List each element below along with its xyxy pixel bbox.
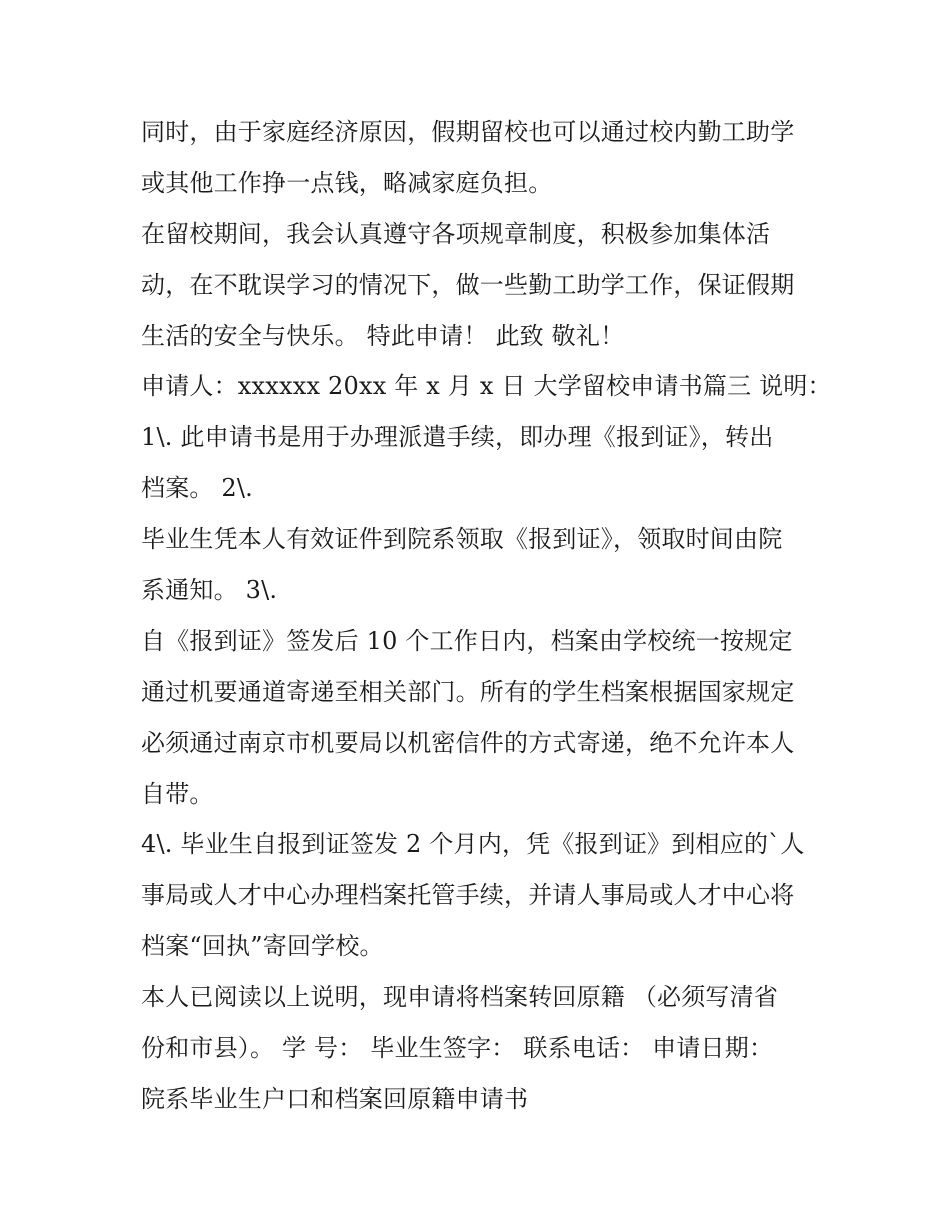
text-line: 档案。 2\. (141, 474, 254, 503)
text-line: 毕业生凭本人有效证件到院系领取《报到证》，领取时间由院 (141, 525, 783, 554)
text-line: 申请人：xxxxxx 20xx 年 x 月 x 日 大学留校申请书篇三 说明： (141, 372, 832, 401)
text-line: 在留校期间，我会认真遵守各项规章制度，积极参加集体活 (141, 219, 771, 248)
text-line: 自《报到证》签发后 10 个工作日内，档案由学校统一按规定 (141, 626, 793, 655)
text-line: 系通知。 3\. (141, 576, 278, 605)
text-line: 通过机要通道寄递至相关部门。所有的学生档案根据国家规定 (141, 677, 795, 706)
text-line: 档案“回执”寄回学校。 (141, 932, 384, 961)
text-line: 生活的安全与快乐。 特此申请！ 此致 敬礼！ (141, 321, 625, 350)
text-line: 动，在不耽误学习的情况下，做一些勤工助学工作，保证假期 (141, 270, 795, 299)
text-line: 4\. 毕业生自报到证签发 2 个月内，凭《报到证》到相应的`人 (141, 830, 805, 859)
text-line: 必须通过南京市机要局以机密信件的方式寄递，绝不允许本人 (141, 728, 795, 757)
text-line: 份和市县）。 学 号： 毕业生签字： 联系电话： 申请日期： (141, 1034, 774, 1063)
text-line: 1\. 此申请书是用于办理派遣手续，即办理《报到证》，转出 (141, 423, 774, 452)
text-line: 或其他工作挣一点钱，略减家庭负担。 (141, 168, 553, 197)
document-body (141, 107, 832, 1125)
text-line: 本人已阅读以上说明，现申请将档案转回原籍 （必须写清省 (141, 983, 779, 1012)
text-line: 自带。 (141, 779, 214, 808)
text-line: 同时，由于家庭经济原因，假期留校也可以通过校内勤工助学 (141, 118, 795, 146)
text-line: 院系毕业生户口和档案回原籍申请书 (141, 1084, 529, 1113)
text-line: 事局或人才中心办理档案托管手续，并请人事局或人才中心将 (141, 881, 795, 910)
